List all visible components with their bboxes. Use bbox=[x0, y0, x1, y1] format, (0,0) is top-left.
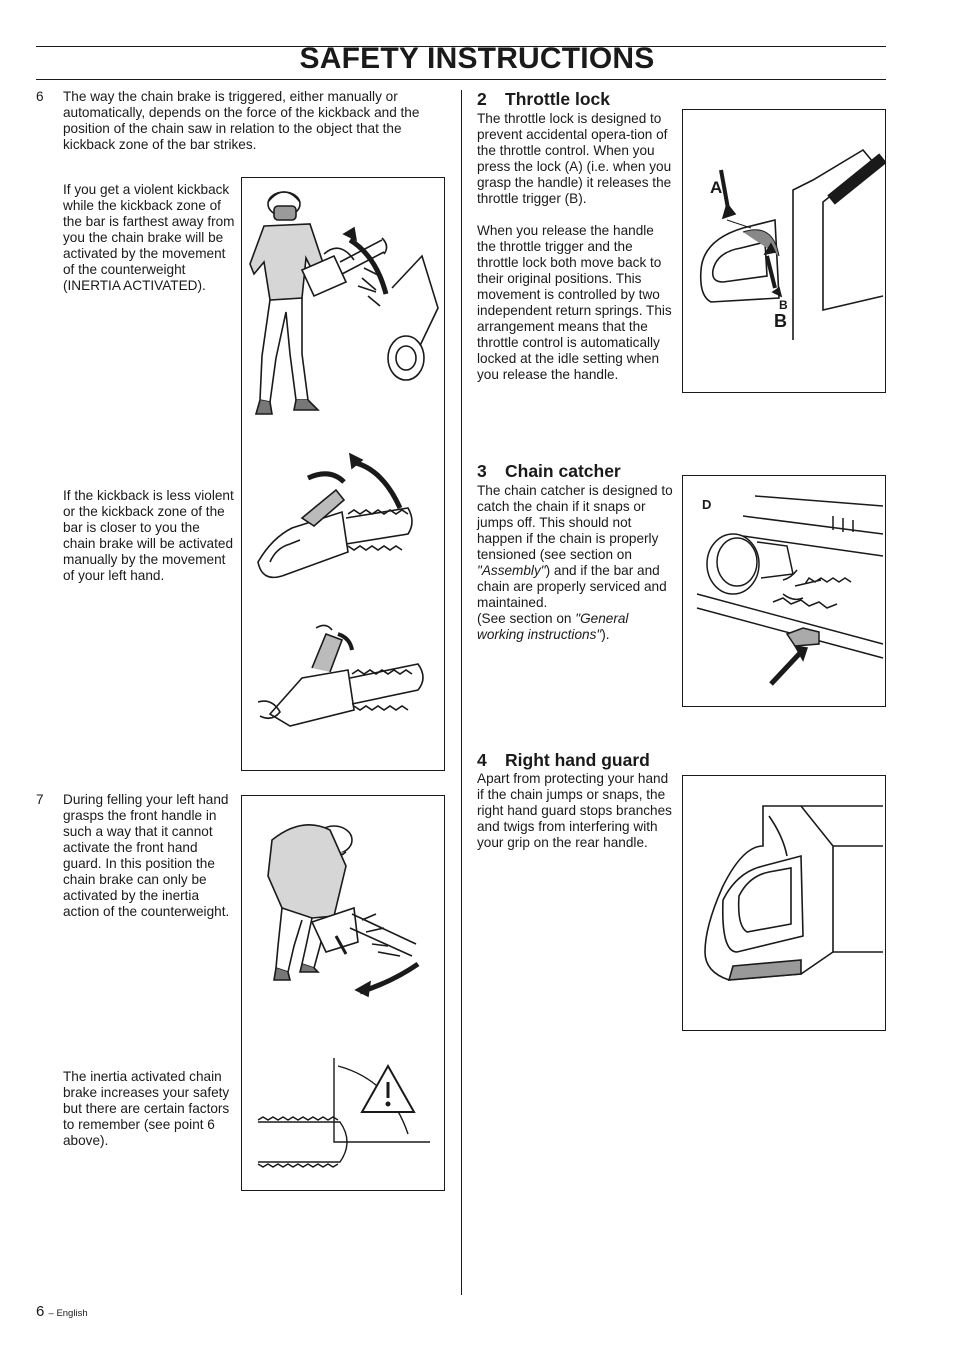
chain-catcher-text-c: (See section on bbox=[477, 611, 576, 626]
right-hand-guard-number: 4 bbox=[477, 750, 487, 770]
chain-catcher-text bbox=[477, 483, 675, 643]
chain-catcher-number: 3 bbox=[477, 461, 487, 481]
item-7-text: During felling your left hand grasps the front handle in such a way that it cannot activate the front hand guard. In this position the chain brake can only be activated by the inertia action of the counterweight. bbox=[63, 792, 230, 919]
chain-catcher-label-d: D bbox=[702, 497, 712, 512]
page-title: SAFETY INSTRUCTIONS bbox=[299, 42, 655, 75]
right-hand-guard-title: Right hand guard bbox=[505, 750, 650, 770]
item-6-number: 6 bbox=[36, 89, 44, 104]
chain-catcher-illustration bbox=[682, 475, 886, 707]
chain-catcher-text-b: ) and if the bar and chain are properly serviced and maintained. bbox=[477, 563, 667, 610]
throttle-lock-illustration bbox=[682, 109, 886, 393]
throttle-lock-label-a: A bbox=[710, 178, 723, 197]
manual-activation-text: If the kickback is less violent or the kickback zone of the bar is closer to you the chain brake will be activated manually by the movement of your left hand. bbox=[63, 488, 234, 583]
felling-illustration bbox=[241, 795, 445, 1191]
right-hand-guard-drawing bbox=[683, 776, 885, 1030]
inertia-activation-text: If you get a violent kickback while the kickback zone of the bar is farthest away from you the chain brake will be activated by the movement of the counterweight (INERTIA ACTIVATED). bbox=[63, 182, 235, 293]
right-hand-guard-heading bbox=[477, 750, 650, 770]
right-hand-guard-illustration bbox=[682, 775, 886, 1031]
throttle-lock-text-1: The throttle lock is designed to prevent accidental opera-tion of the throttle control. When you press the lock (A) (i.e. when you grasp the handle) it releases the throttle trigger (B). bbox=[477, 111, 672, 206]
throttle-lock-heading bbox=[477, 89, 610, 109]
right-hand-guard-text: Apart from protecting your hand if the chain jumps or snaps, the right hand guard stops branches and twigs from interfering with your grip on the rear handle. bbox=[477, 771, 672, 850]
kickback-illustration bbox=[241, 177, 445, 771]
inertia-brake-remember-text: The inertia activated chain brake increases your safety but there are certain factors to remember (see point 6 above). bbox=[63, 1069, 230, 1148]
chain-catcher-text-a: The chain catcher is designed to catch the chain if it snaps or jumps off. This should not happen if the chain is properly tensioned (see section on bbox=[477, 483, 673, 562]
item-6-text: The way the chain brake is triggered, either manually or automatically, depends on the force of the kickback and the position of the chain saw in relation to the object that the kickback zone of the bar strikes. bbox=[63, 89, 420, 152]
assembly-reference: "Assembly" bbox=[477, 563, 546, 578]
item-7-number: 7 bbox=[36, 792, 44, 807]
chain-catcher-heading bbox=[477, 461, 621, 481]
throttle-trigger-label-b-small: B bbox=[779, 298, 788, 312]
general-instructions-reference: "General working instructions" bbox=[477, 611, 629, 642]
kickback-drawing bbox=[242, 178, 444, 770]
throttle-lock-title: Throttle lock bbox=[505, 89, 611, 109]
column-divider bbox=[461, 90, 462, 1295]
throttle-lock-number: 2 bbox=[477, 89, 487, 109]
chain-catcher-drawing bbox=[683, 476, 885, 706]
page-number: 6 bbox=[36, 1303, 45, 1320]
chain-catcher-text-d: ). bbox=[601, 627, 610, 642]
page-footer bbox=[36, 1303, 88, 1320]
title-rule bbox=[36, 79, 886, 80]
chain-catcher-title: Chain catcher bbox=[505, 461, 621, 481]
throttle-lock-drawing bbox=[683, 110, 885, 392]
throttle-trigger-label-b: B bbox=[774, 311, 787, 331]
throttle-lock-text-2: When you release the handle the throttle trigger and the throttle lock both move back to their original positions. This movement is controlled by two independent return springs. This arrangement means that the throttle control is automatically locked at the idle setting when you release the handle. bbox=[477, 223, 672, 382]
felling-drawing bbox=[242, 796, 444, 1190]
footer-language: – English bbox=[48, 1308, 88, 1319]
